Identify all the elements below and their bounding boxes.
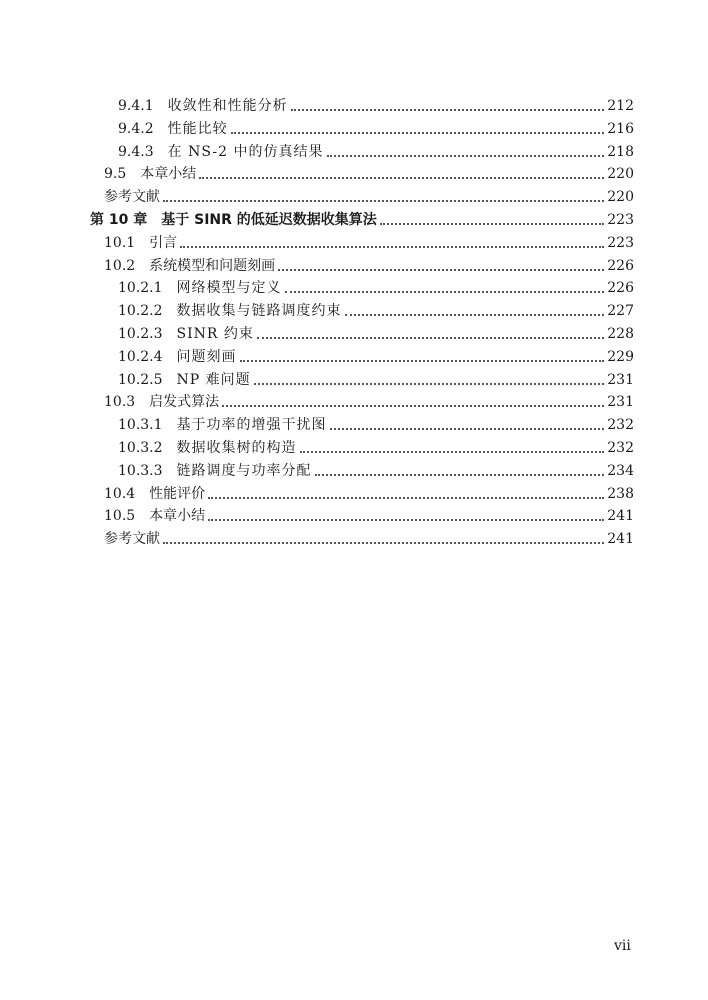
dot-leader: [257, 337, 604, 339]
dot-leader: [254, 383, 605, 385]
toc-entry-page: 216: [607, 120, 634, 137]
toc-entry[interactable]: [118, 344, 634, 366]
toc-entry-title: 在 NS-2 中的仿真结果: [167, 143, 324, 160]
dot-leader: [330, 428, 605, 430]
dot-leader: [208, 497, 604, 499]
toc-entry[interactable]: [118, 116, 634, 138]
toc-entry-title: 性能评价: [149, 485, 206, 502]
toc-entry[interactable]: [90, 207, 634, 229]
toc-entry[interactable]: [104, 389, 634, 411]
dot-leader: [291, 109, 605, 111]
toc-entry-title: NP 难问题: [176, 371, 251, 388]
toc-entry-page: 241: [607, 531, 634, 548]
toc-entry-page: 220: [607, 189, 634, 206]
toc-entry-number: 10.2.4: [118, 348, 163, 365]
toc-entry-page: 226: [607, 280, 634, 297]
toc-entry[interactable]: [104, 526, 634, 548]
toc-entry[interactable]: [118, 412, 634, 434]
dot-leader: [163, 200, 604, 202]
toc-entry-page: 231: [607, 371, 634, 388]
toc-entry-page: 234: [607, 462, 634, 479]
dot-leader: [285, 291, 605, 293]
dot-leader: [222, 405, 604, 407]
dot-leader: [327, 155, 605, 157]
toc-entry[interactable]: [118, 93, 634, 115]
dot-leader: [180, 246, 604, 248]
toc-entry-number: 9.5: [104, 166, 127, 183]
toc-entry-title: 网络模型与定义: [176, 280, 282, 297]
toc-entry-number: 10.4: [104, 485, 136, 502]
dot-leader: [278, 269, 604, 271]
toc-entry[interactable]: [118, 298, 634, 320]
toc-entry-title: 基于功率的增强干扰图: [176, 417, 327, 434]
toc-entry-page: 238: [607, 485, 634, 502]
dot-leader: [240, 360, 605, 362]
toc-entry-page: 218: [607, 143, 634, 160]
toc-entry[interactable]: [104, 503, 634, 525]
toc-entry-title: 数据收集树的构造: [176, 440, 297, 456]
toc-entry[interactable]: [118, 435, 634, 457]
dot-leader: [208, 519, 604, 521]
dot-leader: [315, 474, 605, 476]
toc-entry[interactable]: [104, 161, 634, 183]
toc-entry-title: 数据收集与链路调度约束: [176, 303, 342, 320]
toc-entry-page: 227: [607, 303, 634, 320]
toc-entry-title: 链路调度与功率分配: [176, 462, 312, 479]
toc-entry-title: 本章小结: [140, 166, 197, 183]
toc-entry-number: 9.4.1: [118, 98, 154, 114]
toc-entry-page: 226: [607, 257, 634, 274]
dot-leader: [380, 223, 604, 225]
toc-entry[interactable]: [118, 321, 634, 343]
toc-entry-number: 10.2.1: [118, 280, 163, 297]
dot-leader: [163, 542, 604, 544]
toc-entry[interactable]: [118, 367, 634, 389]
toc-entry-number: 第 10 章: [90, 212, 148, 228]
toc-entry-page: 241: [607, 508, 634, 525]
toc-entry-title: SINR 约束: [176, 326, 254, 342]
dot-leader: [345, 314, 605, 316]
toc-entry-number: 10.2.3: [118, 326, 163, 342]
toc-entry[interactable]: [118, 275, 634, 297]
toc-entry-page: 231: [607, 394, 634, 411]
toc-entry-number: 10.3.3: [118, 462, 163, 479]
toc-entry-page: 220: [607, 166, 634, 183]
toc-entry-page: 223: [607, 212, 634, 228]
dot-leader: [300, 451, 605, 453]
toc-entry[interactable]: [118, 139, 634, 161]
toc-entry-title: 基于 SINR 的低延迟数据收集算法: [161, 212, 377, 228]
toc-entry-number: 10.3: [104, 394, 136, 411]
toc-entry-title: 引言: [149, 234, 178, 251]
toc-entry-page: 212: [607, 98, 634, 114]
toc-entry-title: 本章小结: [149, 508, 206, 525]
toc-entry-title: 系统模型和问题刻画: [149, 257, 276, 274]
toc-entry-page: 228: [607, 326, 634, 342]
toc-entry-title: 问题刻画: [176, 348, 237, 365]
toc-entry-title: 性能比较: [167, 120, 228, 137]
toc-entry-title: 收敛性和性能分析: [167, 98, 288, 114]
page-number: vii: [614, 938, 631, 954]
toc-entry-number: 10.2.2: [118, 303, 163, 320]
toc-entry[interactable]: [118, 458, 634, 480]
toc-entry-title: 启发式算法: [149, 394, 220, 411]
dot-leader: [231, 132, 605, 134]
toc-entry[interactable]: [104, 230, 634, 252]
toc-entry-number: 10.2.5: [118, 371, 163, 388]
toc-entry-title: 参考文献: [104, 189, 160, 206]
toc-entry[interactable]: [104, 184, 634, 206]
toc-entry-number: 10.2: [104, 257, 136, 274]
toc-entry[interactable]: [104, 253, 634, 275]
toc-entry-page: 232: [607, 417, 634, 434]
toc-entry-number: 10.3.2: [118, 440, 163, 456]
toc-entry-page: 232: [607, 440, 634, 456]
toc-entry-title: 参考文献: [104, 531, 160, 548]
toc-entry-number: 10.3.1: [118, 417, 163, 434]
toc-entry-number: 9.4.3: [118, 143, 154, 160]
toc-entry[interactable]: [104, 481, 634, 503]
toc-entry-number: 9.4.2: [118, 120, 154, 137]
toc-entry-number: 10.1: [104, 234, 136, 251]
toc-entry-page: 229: [607, 348, 634, 365]
dot-leader: [199, 177, 604, 179]
toc-entry-number: 10.5: [104, 508, 136, 525]
toc-entry-page: 223: [607, 234, 634, 251]
